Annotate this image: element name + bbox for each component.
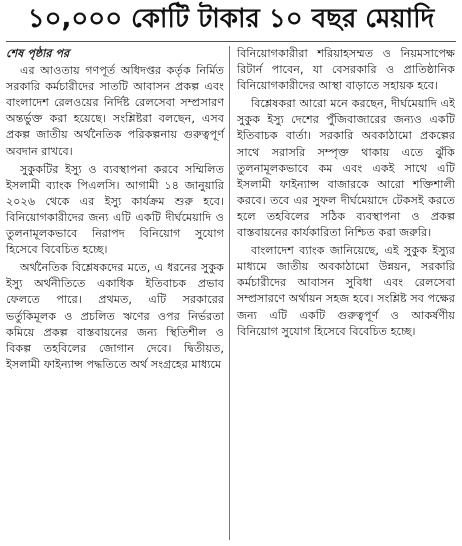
headline: ১০,০০০ কোটি টাকার ১০ বছর মেয়াদি (27, 4, 435, 34)
column-divider (229, 46, 230, 540)
right-paragraph-2: বিশ্লেষকরা আরো মনে করছেন, দীর্ঘমেয়াদি এই সুকুক ইস্যু দেশের পুঁজিবাজারের জন্যও একটি ইতিবাচক বার্তা। সরকারি অবকাঠামো প্রকল্পের সাথে সরাসরি সম্পৃক্ত থাকায় এতে ঝুঁকি তুলনামূলকভাবে কম এবং একই সাথে এটি ইসলামী ফাইন্যান্স বাজারকে আরো শক্তিশালী করবে। তবে এর সুফল দীর্ঘমেয়াদে টেকসই করতে হলে তহবিলের সঠিক ব্যবস্থাপনা ও প্রকল্প বাস্তবায়নের কার্যকারিতা নিশ্চিত করা জরুরি। (237, 97, 455, 240)
left-paragraph-1: এর আওতায় গণপূর্ত অধিদপ্তর কর্তৃক নির্মিত সরকারি কর্মচারীদের সাতটি আবাসন প্রকল্প এবং বাংলাদেশ রেলওয়ের নির্দিষ্ট রেলসেবা সম্প্রসারণ অন্তর্ভুক্ত করা হয়েছে। সংশ্লিষ্টরা বলছেন, এসব প্রকল্প জাতীয় অর্থনৈতিক পরিকল্পনায় গুরুত্বপূর্ণ অবদান রাখবে। (6, 64, 224, 158)
continued-kicker: শেষ পৃষ্ঠার পর (6, 47, 70, 60)
right-paragraph-3: বাংলাদেশ ব্যাংক জানিয়েছে, এই সুকুক ইস্যুর মাধ্যমে জাতীয় অবকাঠামো উন্নয়ন, সরকারি কর্মচারীদের আবাসন সুবিধা এবং রেলসেবা সম্প্রসারণে অর্থায়ন সহজ হবে। সংশ্লিষ্ট সব পক্ষের জন্য এটি একটি গুরুত্বপূর্ণ ও আকর্ষণীয় বিনিয়োগ সুযোগ হিসেবে বিবেচিত হচ্ছে। (237, 244, 455, 338)
left-paragraph-2: সুকুকটির ইস্যু ও ব্যবস্থাপনা করবে সম্মিলিত ইসলামী ব্যাংক পিএলসি। আগামী ১৪ জানুয়ারি ২০২৬ থেকে এর ইস্যু কার্যক্রম শুরু হবে। বিনিয়োগকারীদের জন্য এটি একটি দীর্ঘমেয়াদি ও তুলনামূলকভাবে নিরাপদ বিনিয়োগ সুযোগ হিসেবে বিবেচিত হচ্ছে। (6, 162, 224, 257)
left-column (6, 46, 224, 373)
left-paragraph-3: অর্থনৈতিক বিশ্লেষকদের মতে, এ ধরনের সুকুক ইস্যু অর্থনীতিতে একাধিক ইতিবাচক প্রভাব ফেলতে পারে। প্রথমত, এটি সরকারের ভর্তুকিমূলক ও প্রচলিত ঋণের ওপর নির্ভরতা কমিয়ে প্রকল্প বাস্তবায়নের জন্য স্থিতিশীল ও বিকল্প তহবিলের জোগান দেবে। দ্বিতীয়ত, ইসলামী ফাইন্যান্স পদ্ধতিতে অর্থ সংগ্রহের মাধ্যমে (6, 261, 224, 371)
headline-rule (6, 41, 456, 42)
right-column (237, 46, 455, 340)
right-paragraph-1: বিনিয়োগকারীরা শরিয়াহসম্মত ও নিয়মসাপেক্ষ রিটার্ন পাবেন, যা বেসরকারি ও প্রাতিষ্ঠানিক বিনিয়োগকারীদের আস্থা বাড়াতে সহায়ক হবে। (237, 47, 455, 93)
